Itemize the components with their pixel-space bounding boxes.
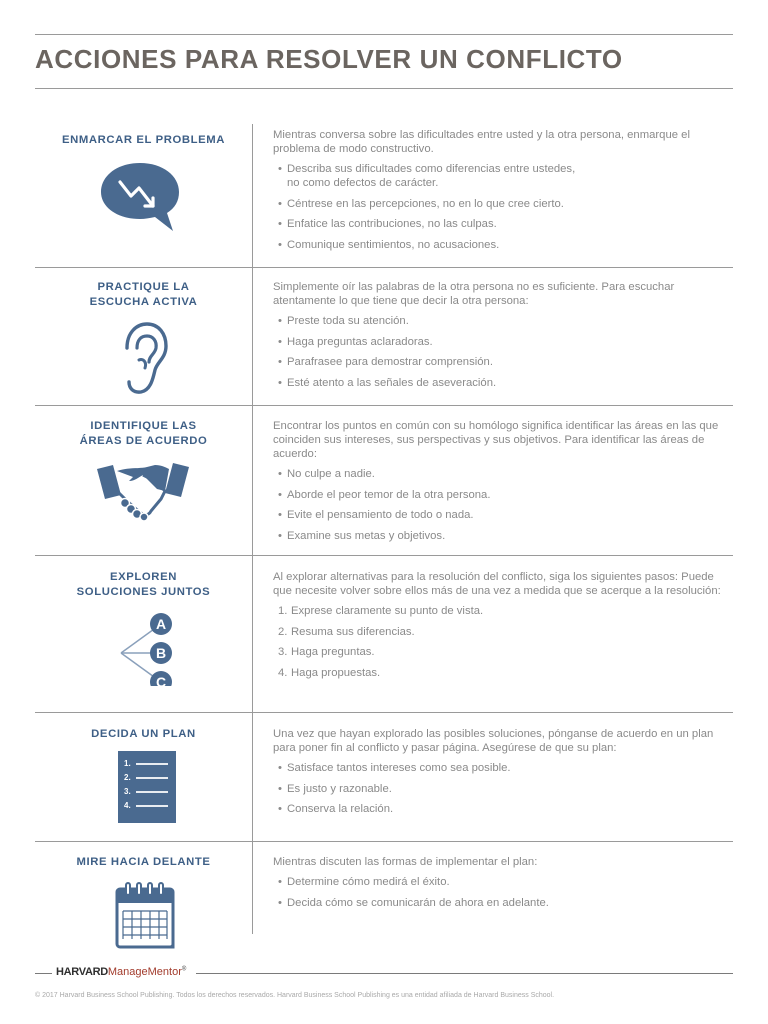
section-intro: Mientras discuten las formas de implementar el plan: (273, 856, 538, 868)
list-item: • Determine cómo medirá el éxito. (278, 876, 450, 888)
list-item-text: Describa sus dificultades como diferencias entre ustedes, no como defectos de carácter. (287, 163, 576, 189)
brand-harvard: HARVARD (56, 966, 108, 978)
bullet-list (273, 162, 733, 252)
section-right (273, 280, 733, 396)
list-item: • Haga preguntas aclaradoras. (278, 335, 433, 348)
section-heading: EXPLOREN SOLUCIONES JUNTOS (76, 571, 211, 598)
list-item: • Satisface tantos intereses como sea posible. (278, 762, 511, 774)
section-divider (35, 841, 733, 842)
bullet-list (273, 875, 733, 910)
plan-number: 1. (124, 759, 131, 768)
section-left (35, 570, 252, 686)
section-left (35, 727, 252, 810)
numbered-list (273, 604, 733, 680)
list-item-text: Evite el pensamiento de todo o nada. (287, 509, 474, 522)
section-right (273, 855, 733, 916)
section-right (273, 419, 733, 549)
section-intro: Simplemente oír las palabras de la otra persona no es suficiente. Para escuchar atentamente lo que tiene que decir la otra persona: (273, 281, 675, 307)
list-item: • Enfatice las contribuciones, no las culpas. (278, 218, 497, 231)
list-item: • No culpe a nadie. (278, 468, 375, 480)
list-item-text: No culpe a nadie. (287, 468, 375, 480)
section-divider (35, 267, 733, 268)
page-title: ACCIONES PARA RESOLVER UN CONFLICTO (35, 44, 623, 74)
list-item-text: Aborde el peor temor de la otra persona. (287, 488, 491, 501)
plan-number: 3. (124, 787, 131, 796)
section-intro: Mientras conversa sobre las dificultades entre usted y la otra persona, enmarque el problema de modo constructivo. (273, 129, 690, 155)
bullet-list (273, 761, 733, 816)
list-item: • Céntrese en las percepciones, no en lo que cree cierto. (278, 197, 564, 210)
section-right (273, 570, 733, 686)
section-left (35, 128, 252, 148)
list-item-text: Exprese claramente su punto de vista. (291, 605, 484, 617)
list-item-number: 2. (278, 625, 288, 638)
section-divider (35, 712, 733, 713)
numbered-list-icon (118, 751, 176, 823)
list-item-text: Céntrese en las percepciones, no en lo que cree cierto. (287, 197, 564, 210)
footer-rule-right (196, 973, 733, 974)
plan-number: 4. (124, 801, 131, 810)
section-heading: MIRE HACIA DELANTE (76, 856, 211, 868)
list-item-text: Parafrasee para demostrar comprensión. (287, 356, 493, 369)
list-item-text: Examine sus metas y objetivos. (287, 529, 446, 542)
section-intro: Encontrar los puntos en común con su homólogo significa identificar las áreas en las que coinciden sus intereses, sus perspectivas y sus objetivos. Para identificar las áreas de acuerdo: (273, 420, 719, 460)
section-heading: IDENTIFIQUE LAS ÁREAS DE ACUERDO (79, 420, 208, 447)
list-item: • Es justo y razonable. (278, 782, 392, 795)
section-heading: DECIDA UN PLAN (91, 728, 196, 740)
section-left (35, 855, 252, 870)
section-divider (35, 555, 733, 556)
section-heading: ENMARCAR EL PROBLEMA (61, 134, 226, 146)
list-item: • Examine sus metas y objetivos. (278, 529, 446, 542)
list-item: • Comunique sentimientos, no acusaciones. (278, 238, 500, 251)
bullet-list (273, 314, 733, 390)
list-item-text: Satisface tantos intereses como sea posible. (287, 762, 511, 774)
list-item-text: Haga preguntas. (291, 646, 375, 659)
abc-options-icon (117, 610, 177, 686)
handshake-icon (95, 459, 191, 523)
list-item-number: 1. (278, 605, 288, 617)
section-right (273, 128, 733, 258)
brand-registered: ® (181, 966, 187, 973)
list-item-number: 3. (278, 646, 288, 659)
copyright-notice: © 2017 Harvard Business School Publishing. Todos los derechos reservados. Harvard Business School Publishing es una entidad afiliada de Harvard Business School. (35, 992, 555, 999)
list-item: • Esté atento a las señales de aseveración. (278, 376, 497, 389)
list-item-text: Conserva la relación. (287, 803, 394, 816)
footer-rule-left (35, 973, 52, 974)
list-item-text: Resuma sus diferencias. (291, 625, 415, 638)
list-item-text: Decida cómo se comunicarán de ahora en adelante. (287, 896, 549, 909)
list-item (273, 645, 733, 659)
section-divider (35, 405, 733, 406)
list-item-text: Determine cómo medirá el éxito. (287, 876, 450, 888)
list-item: • Evite el pensamiento de todo o nada. (278, 509, 474, 522)
plan-number: 2. (124, 773, 131, 782)
list-item (273, 666, 733, 680)
list-item-text: Esté atento a las señales de aseveración. (287, 376, 497, 389)
ear-icon (119, 320, 169, 396)
list-item: • Decida cómo se comunicarán de ahora en adelante. (278, 896, 549, 909)
section-intro: Al explorar alternativas para la resolución del conflicto, siga los siguientes pasos: Puede que necesite volver sobre ellos más de una vez a medida que se acerque a la resolución: (273, 571, 721, 597)
list-item: • Describa sus dificultades como diferencias entre ustedes, no como defectos de carácter. (278, 163, 576, 189)
calendar-icon (115, 881, 177, 949)
bullet-list (273, 467, 733, 543)
list-item (273, 625, 733, 639)
top-rule (35, 34, 733, 35)
list-item-text: Enfatice las contribuciones, no las culpas. (287, 218, 497, 231)
title-rule (35, 88, 733, 89)
list-item: • Conserva la relación. (278, 803, 394, 816)
brand-logo (56, 966, 186, 978)
option-c-label: C (155, 674, 167, 686)
list-item: • Parafrasee para demostrar comprensión. (278, 356, 493, 369)
list-item: • Preste toda su atención. (278, 315, 409, 327)
list-item-text: Haga preguntas aclaradoras. (287, 335, 433, 348)
brand-managementor: ManageMentor (107, 966, 182, 978)
list-item (273, 604, 733, 618)
section-left (35, 419, 252, 449)
section-intro: Una vez que hayan explorado las posibles soluciones, pónganse de acuerdo en un plan para poner fin al conflicto y pasar página. Asegúrese de que su plan: (273, 728, 714, 754)
option-b-label: B (155, 645, 167, 661)
section-right (273, 727, 733, 823)
list-item-text: Comunique sentimientos, no acusaciones. (287, 238, 500, 251)
section-left (35, 280, 252, 310)
column-divider (252, 124, 253, 934)
list-item-number: 4. (278, 666, 288, 679)
section-heading: PRACTIQUE LA ESCUCHA ACTIVA (89, 281, 198, 308)
list-item-text: Preste toda su atención. (287, 315, 409, 327)
list-item-text: Es justo y razonable. (287, 782, 392, 795)
list-item: • Aborde el peor temor de la otra persona. (278, 488, 491, 501)
speech-bubble-down-trend-icon (95, 160, 185, 232)
option-a-label: A (155, 616, 167, 632)
list-item-text: Haga propuestas. (291, 666, 381, 679)
